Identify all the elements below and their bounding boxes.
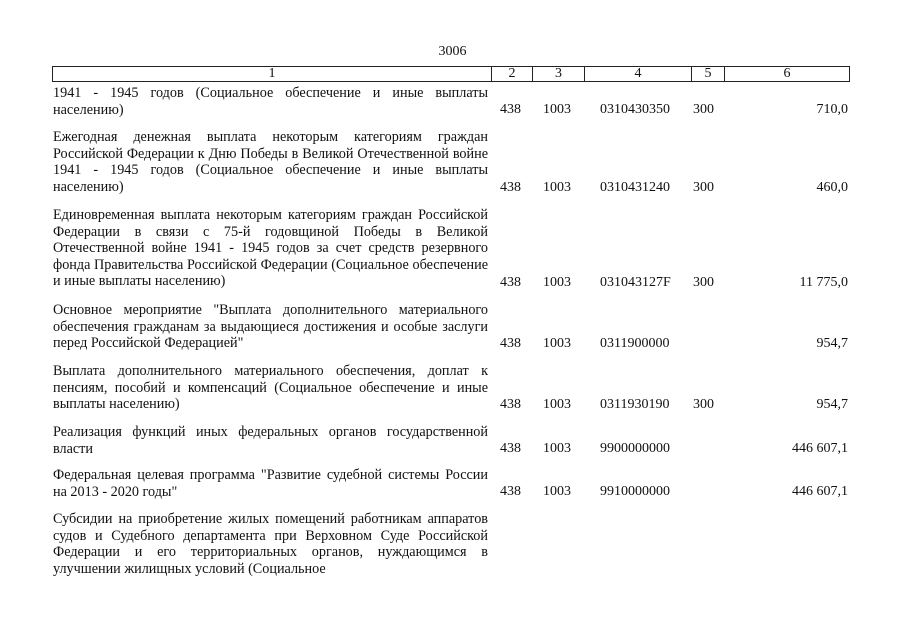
- row-col-6: 710,0: [816, 102, 848, 117]
- header-col-2: 2: [491, 66, 533, 82]
- row-col-3: 1003: [543, 336, 571, 351]
- header-col-6: 6: [724, 66, 850, 82]
- row-col-4: 0311900000: [600, 336, 670, 351]
- row-col-3: 1003: [543, 484, 571, 499]
- row-col-3: 1003: [543, 180, 571, 195]
- row-col-2: 438: [500, 484, 521, 499]
- row-col-2: 438: [500, 397, 521, 412]
- row-col-4: 9910000000: [600, 484, 670, 499]
- page-number: 3006: [438, 44, 467, 59]
- header-col-4: 4: [584, 66, 692, 82]
- header-col-1: 1: [52, 66, 492, 82]
- row-description: Единовременная выплата некоторым категориям граждан Российской Федерации в связи с 75-й годовщиной Победы в Великой Отечественной войне 1941 - 1945 годов за счет средств резервного фонда Правительства Российской Федерации (Социальное обеспечение и иные выплаты населению): [53, 207, 488, 290]
- row-col-6: 954,7: [816, 397, 848, 412]
- row-description: Ежегодная денежная выплата некоторым категориям граждан Российской Федерации к Дню Победы в Великой Отечественной войне 1941 - 1945 годов (Социальное обеспечение и иные выплаты населению): [53, 129, 488, 195]
- row-col-5: 300: [693, 397, 714, 412]
- row-col-3: 1003: [543, 441, 571, 456]
- row-col-2: 438: [500, 336, 521, 351]
- row-col-4: 0310430350: [600, 102, 670, 117]
- row-col-5: 300: [693, 180, 714, 195]
- row-description: Выплата дополнительного материального обеспечения, доплат к пенсиям, пособий и компенсаций (Социальное обеспечение и иные выплаты населению): [53, 363, 488, 413]
- row-col-2: 438: [500, 441, 521, 456]
- row-col-4: 9900000000: [600, 441, 670, 456]
- row-col-2: 438: [500, 180, 521, 195]
- header-col-5: 5: [691, 66, 725, 82]
- header-col-3: 3: [532, 66, 585, 82]
- row-col-6: 954,7: [816, 336, 848, 351]
- row-description: Субсидии на приобретение жилых помещений работникам аппаратов судов и Судебного департамента при Верховном Суде Российской Федерации и его территориальных органов, нуждающимся в улучшении жилищных условий (Социальное: [53, 511, 488, 577]
- row-col-4: 0310431240: [600, 180, 670, 195]
- row-col-3: 1003: [543, 102, 571, 117]
- row-col-4: 0311930190: [600, 397, 670, 412]
- row-col-6: 446 607,1: [792, 484, 848, 499]
- row-description: Основное мероприятие "Выплата дополнительного материального обеспечения гражданам за выдающиеся достижения и особые заслуги перед Российской Федерацией": [53, 302, 488, 352]
- row-col-6: 11 775,0: [799, 275, 848, 290]
- row-description: Реализация функций иных федеральных органов государственной власти: [53, 424, 488, 457]
- row-col-6: 446 607,1: [792, 441, 848, 456]
- row-col-3: 1003: [543, 275, 571, 290]
- row-col-5: 300: [693, 102, 714, 117]
- row-col-2: 438: [500, 102, 521, 117]
- row-col-4: 031043127F: [600, 275, 671, 290]
- row-description: 1941 - 1945 годов (Социальное обеспечение и иные выплаты населению): [53, 85, 488, 118]
- row-col-2: 438: [500, 275, 521, 290]
- row-description: Федеральная целевая программа "Развитие судебной системы России на 2013 - 2020 годы": [53, 467, 488, 500]
- row-col-6: 460,0: [816, 180, 848, 195]
- row-col-5: 300: [693, 275, 714, 290]
- row-col-3: 1003: [543, 397, 571, 412]
